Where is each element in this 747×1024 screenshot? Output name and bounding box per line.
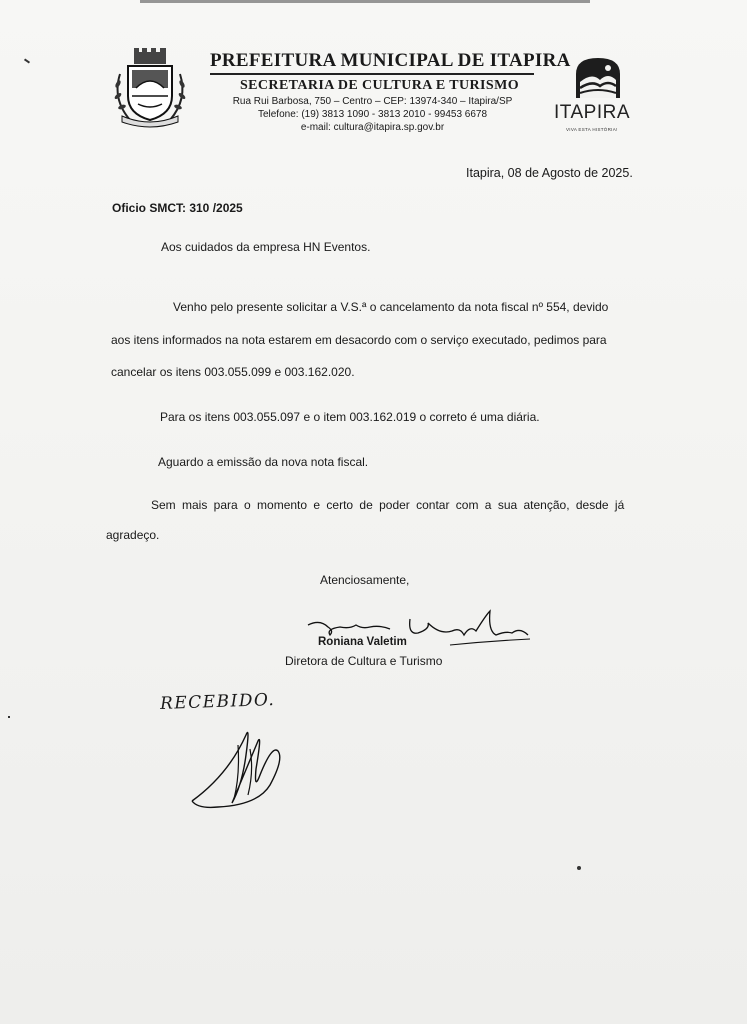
municipal-coat-of-arms-icon (108, 44, 192, 128)
recipient-line: Aos cuidados da empresa HN Eventos. (161, 240, 371, 254)
scan-speck (577, 866, 581, 870)
office-reference: Oficio SMCT: 310 /2025 (112, 201, 243, 215)
header-email: e-mail: cultura@itapira.sp.gov.br (300, 122, 445, 133)
landscape-arch-icon (548, 52, 648, 102)
paragraph-1-line-1: Venho pelo presente solicitar a V.S.ª o cancelamento da nota fiscal nº 554, devido (173, 300, 609, 314)
closing-line-2: agradeço. (106, 528, 160, 542)
logo-tagline: VIVA ESTA HISTÓRIA! (566, 127, 618, 132)
header-subtitle: SECRETARIA DE CULTURA E TURISMO (240, 78, 519, 93)
header-title-underline (210, 73, 534, 75)
itapira-logo (548, 52, 648, 136)
signatory-title: Diretora de Cultura e Turismo (285, 654, 443, 668)
scan-top-edge (140, 0, 590, 3)
scan-speck (8, 716, 10, 718)
header-phone: Telefone: (19) 3813 1090 - 3813 2010 - 99453 6678 (257, 109, 488, 120)
scan-speck (24, 58, 30, 63)
receipt-signature (188, 715, 298, 815)
paragraph-3: Aguardo a emissão da nova nota fiscal. (158, 455, 369, 469)
header-title: PREFEITURA MUNICIPAL DE ITAPIRA (210, 50, 571, 71)
paragraph-1-line-3: cancelar os itens 003.055.099 e 003.162.020. (111, 365, 355, 379)
logo-wordmark: ITAPIRA (554, 102, 630, 123)
paragraph-2: Para os itens 003.055.097 e o item 003.162.019 o correto é uma diária. (160, 410, 540, 424)
date-line: Itapira, 08 de Agosto de 2025. (466, 166, 633, 180)
paragraph-1-line-2: aos itens informados na nota estarem em desacordo com o serviço executado, pedimos para (111, 333, 607, 347)
received-handwriting: RECEBIDO. (159, 689, 276, 715)
salutation: Atenciosamente, (320, 573, 410, 587)
signatory-name: Roniana Valetim (318, 636, 407, 648)
header-address: Rua Rui Barbosa, 750 – Centro – CEP: 13974-340 – Itapira/SP (232, 96, 513, 107)
closing-line-1: Sem mais para o momento e certo de poder contar com a sua atenção, desde já (151, 498, 625, 512)
